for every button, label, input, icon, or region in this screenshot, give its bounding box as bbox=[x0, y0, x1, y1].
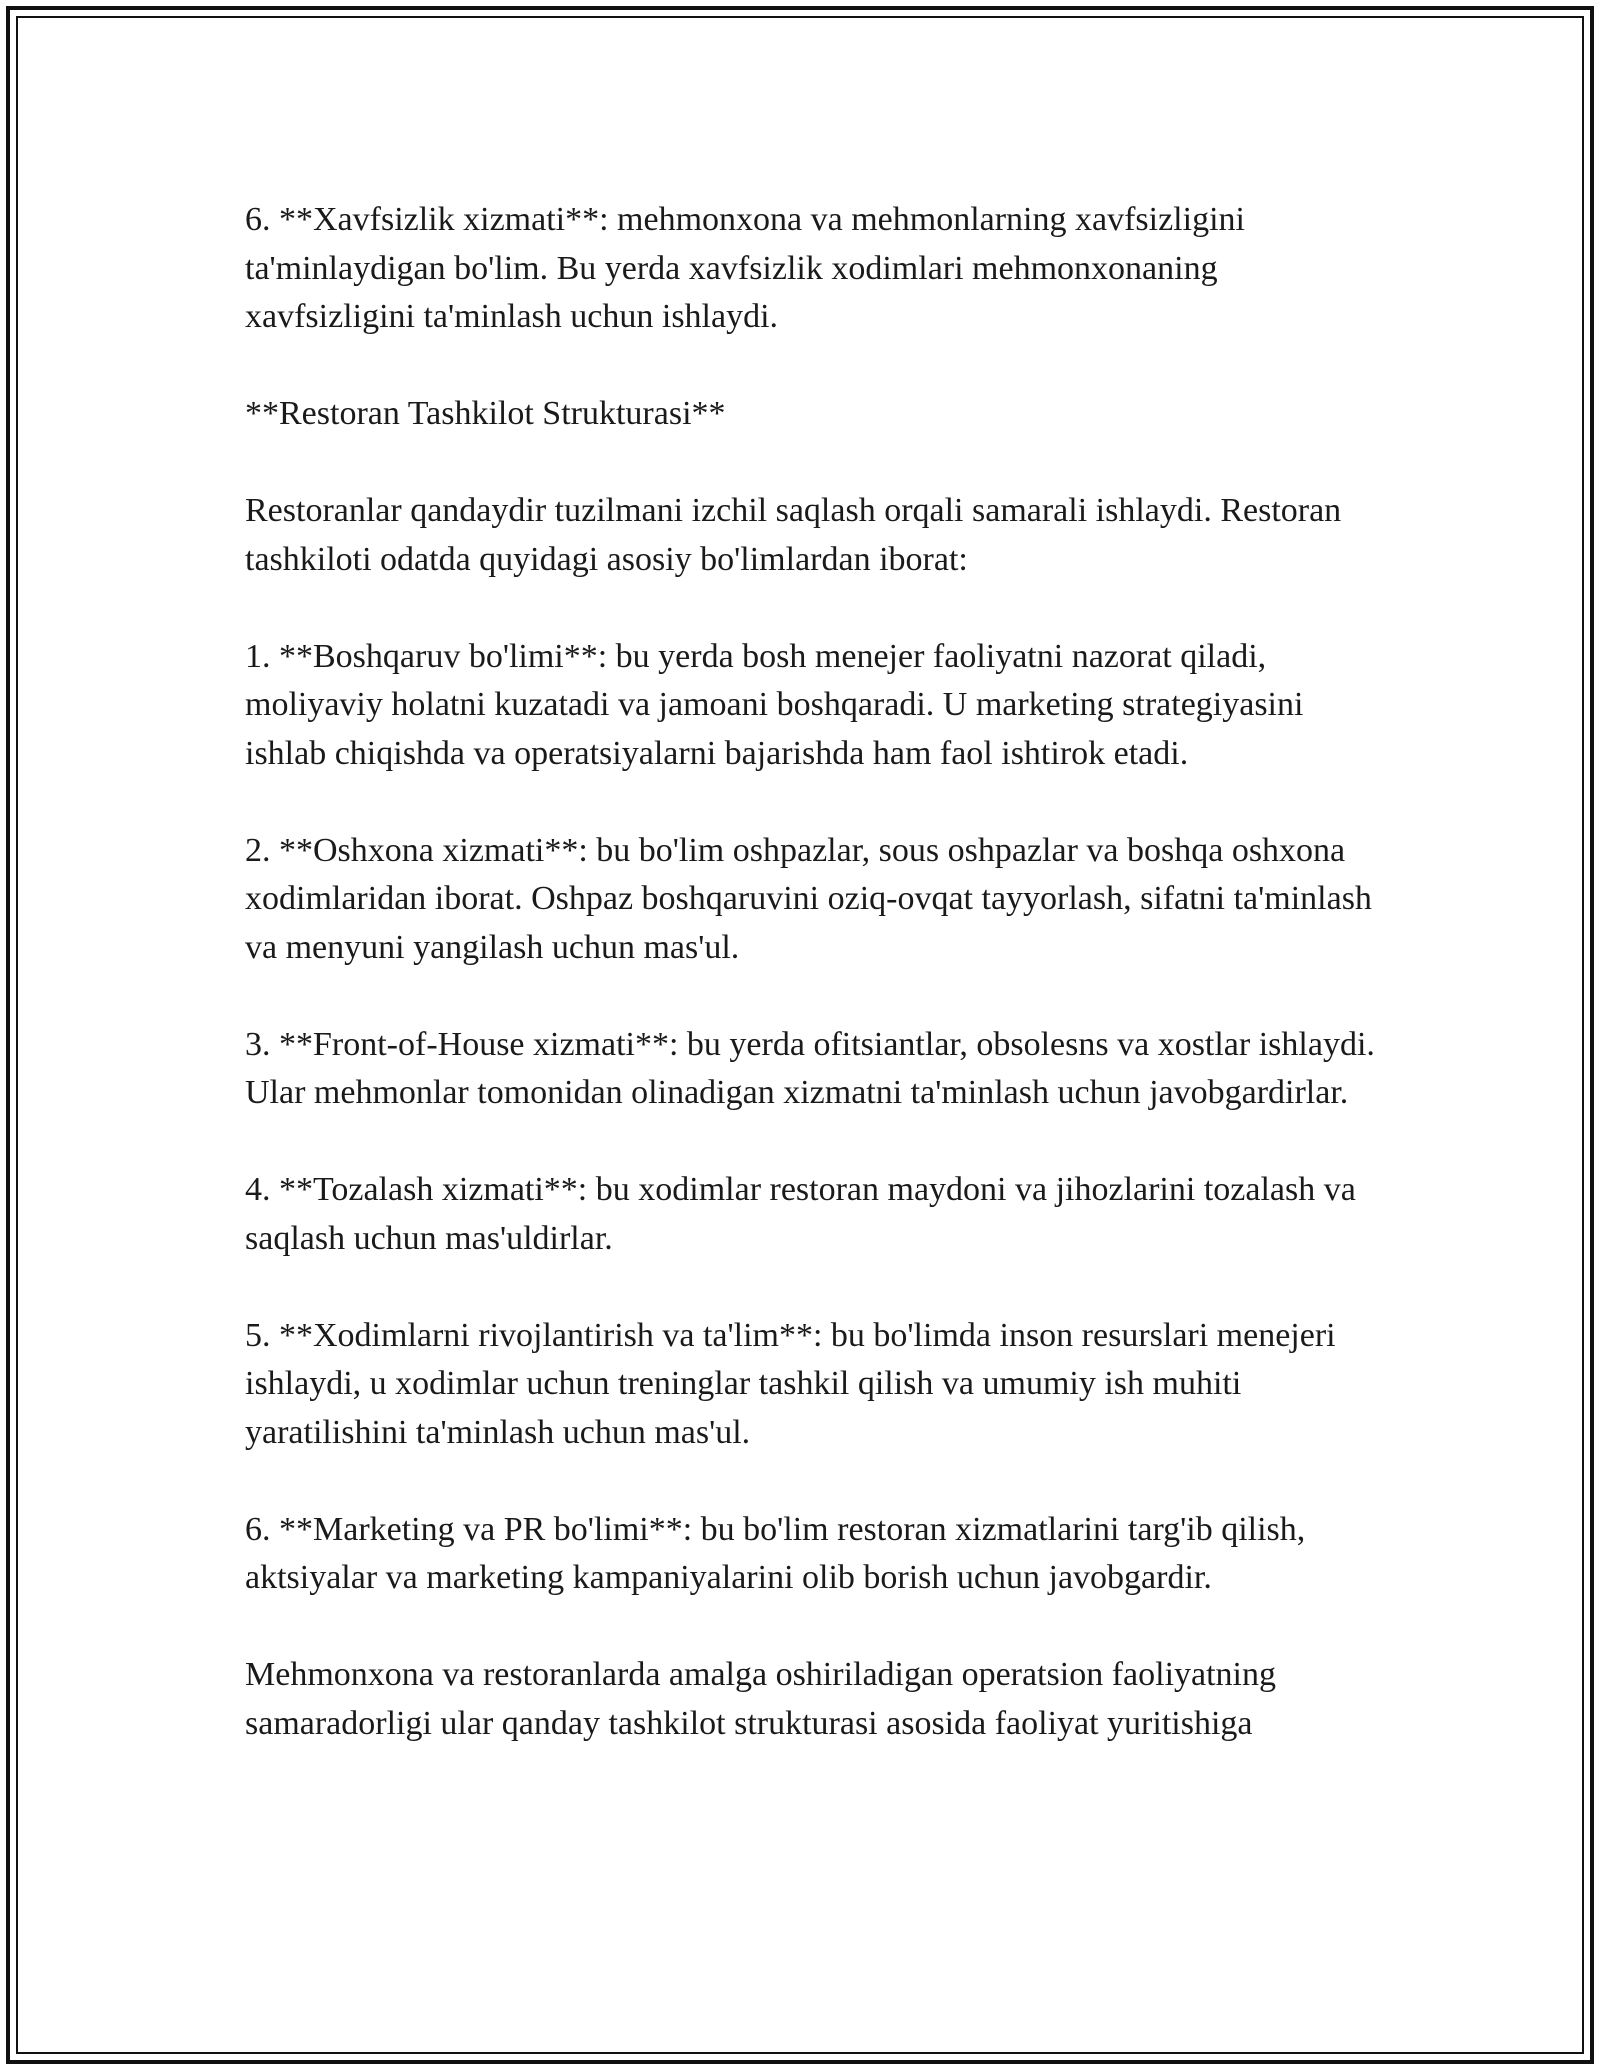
section-heading-restaurant-structure: **Restoran Tashkilot Strukturasi** bbox=[245, 395, 726, 432]
paragraph-security-service: 6. **Xavfsizlik xizmati**: mehmonxona va mehmonlarning xavfsizligini ta'minlaydigan bo'lim. Bu yerda xavfsizlik xodimlari mehmonxonaning xavfsizligini ta'minlash uchun ishlaydi. bbox=[245, 201, 1245, 335]
list-item-cleaning: 4. **Tozalash xizmati**: bu xodimlar restoran maydoni va jihozlarini tozalash va saqlash uchun mas'uldirlar. bbox=[245, 1171, 1356, 1257]
page-border bbox=[6, 6, 1594, 2064]
list-item-front-of-house: 3. **Front-of-House xizmati**: bu yerda ofitsiantlar, obsolesns va xostlar ishlaydi. Ular mehmonlar tomonidan olinadigan xizmatni ta'minlash uchun javobgardirlar. bbox=[245, 1025, 1375, 1111]
list-item-management: 1. **Boshqaruv bo'limi**: bu yerda bosh menejer faoliyatni nazorat qiladi, moliyaviy holatni kuzatadi va jamoani boshqaradi. U marketing strategiyasini ishlab chiqishda va operatsiyalarni bajarishda ham faol ishtirok etadi. bbox=[245, 637, 1304, 772]
list-item-kitchen: 2. **Oshxona xizmati**: bu bo'lim oshpazlar, sous oshpazlar va boshqa oshxona xodimlaridan iborat. Oshpaz boshqaruvini oziq-ovqat tayyorlash, sifatni ta'minlash va menyuni yangilash uchun mas'ul. bbox=[245, 831, 1372, 966]
list-item-staff-development: 5. **Xodimlarni rivojlantirish va ta'lim**: bu bo'limda inson resurslari menejeri ishlaydi, u xodimlar uchun treninglar tashkil qilish va umumiy ish muhiti yaratilishini ta'minlash uchun mas'ul. bbox=[245, 1316, 1336, 1451]
list-item-marketing-pr: 6. **Marketing va PR bo'limi**: bu bo'lim restoran xizmatlarini targ'ib qilish, aktsiyalar va marketing kampaniyalarini olib borish uchun javobgardir. bbox=[245, 1510, 1306, 1596]
paragraph-restaurant-intro: Restoranlar qandaydir tuzilmani izchil saqlash orqali samarali ishlaydi. Restoran tashkiloti odatda quyidagi asosiy bo'limlardan iborat: bbox=[245, 492, 1342, 578]
document-body bbox=[245, 196, 1375, 1748]
paragraph-conclusion: Mehmonxona va restoranlarda amalga oshiriladigan operatsion faoliyatning samaradorligi ular qanday tashkilot strukturasi asosida faoliyat yuritishiga bbox=[245, 1656, 1277, 1742]
